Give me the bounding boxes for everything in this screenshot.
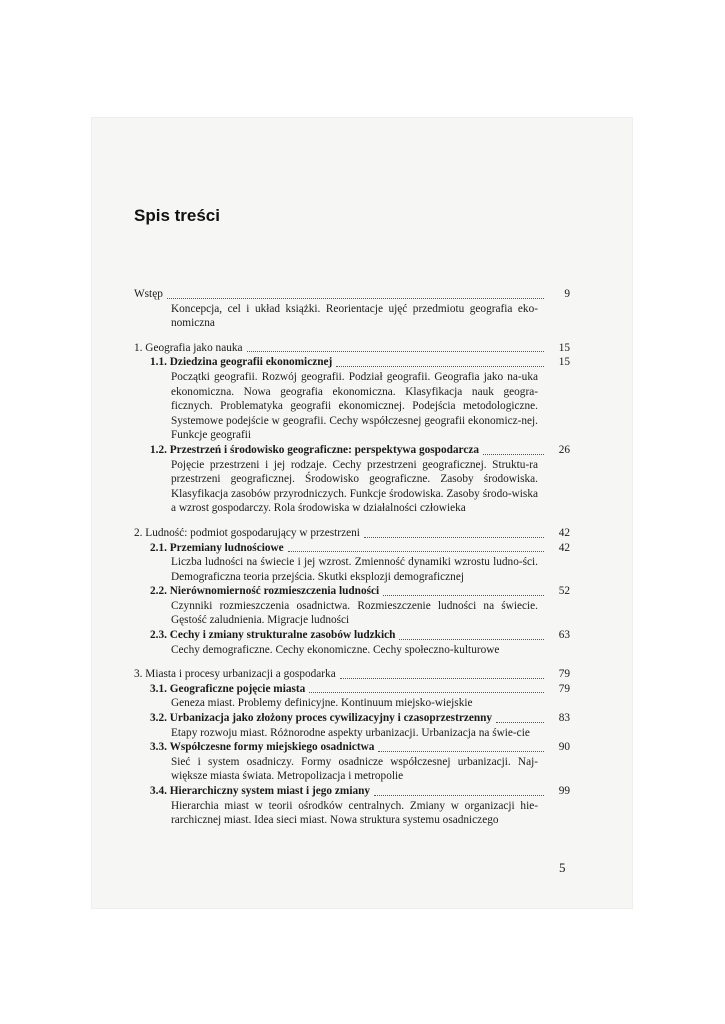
toc-chapter-3 (134, 667, 570, 682)
toc-entry-description: Liczba ludności na świecie i jej wzrost. Zmienność dynamiki wzrostu ludno-ści. Demograficzna teoria przejścia. Skutki eksplozji demograficznej (171, 556, 538, 583)
leader-dots (167, 297, 544, 299)
toc-entry-description: Cechy demograficzne. Cechy ekonomiczne. Cechy społeczno-kulturowe (171, 643, 500, 656)
leader-dots (340, 677, 544, 679)
toc-entry-description: Pojęcie przestrzeni i jej rodzaje. Cechy przestrzeni geograficznej. Struktu-ra przestrzeni geograficznej. Środowisko geograficzne. Zasoby środowiska. Klasyfikacja zasobów przyrodniczych. Funkcje środowiska. Zasoby środo-wiska a wzrost gospodarczy. Rola środowiska w działalności człowieka (171, 458, 538, 515)
toc-entry-label: 3.1. Geograficzne pojęcie miasta (150, 682, 306, 695)
toc-entry-description: Geneza miast. Problemy definicyjne. Kontinuum miejsko-wiejskie (171, 697, 473, 710)
leader-dots (399, 638, 544, 640)
toc-entry-description: Koncepcja, cel i układ książki. Reorientacje ujęć przedmiotu geografia eko-nomiczna (171, 302, 538, 330)
leader-dots (288, 550, 544, 552)
toc-entry-label: 3. Miasta i procesy urbanizacji a gospodarka (134, 668, 336, 681)
toc-entry-page: 15 (558, 356, 570, 369)
toc-entry-label: 2.1. Przemiany ludnościowe (150, 541, 284, 554)
leader-dots (309, 691, 544, 693)
table-of-contents (134, 287, 570, 828)
toc-entry-label: Wstęp (134, 288, 163, 300)
toc-section-1-1 (134, 355, 570, 370)
toc-entry-page: 79 (558, 668, 570, 681)
toc-entry-page: 52 (558, 585, 570, 598)
toc-section-3-2 (134, 711, 570, 726)
toc-entry-label: 2.2. Nierównomierność rozmieszczenia ludności (150, 585, 380, 598)
toc-entry-page: 42 (558, 541, 570, 554)
toc-section-2-1 (134, 541, 570, 556)
toc-entry-label: 1.2. Przestrzeń i środowisko geograficzne: perspektywa gospodarcza (150, 443, 480, 456)
toc-entry-page: 83 (558, 712, 570, 725)
toc-entry-page: 9 (564, 288, 570, 300)
toc-entry-page: 15 (558, 341, 570, 354)
toc-chapter-2 (134, 526, 570, 541)
toc-entry-page: 63 (558, 629, 570, 642)
leader-dots (247, 350, 544, 352)
toc-entry-label: 3.4. Hierarchiczny system miast i jego zmiany (150, 785, 371, 797)
leader-dots (383, 594, 544, 596)
leader-dots (364, 536, 544, 538)
toc-entry-description: Hierarchia miast w teorii ośrodków centralnych. Zmiany w organizacji hie-rarchicznej miast. Idea sieci miast. Nowa struktura systemu osadniczego (171, 799, 538, 827)
leader-dots (483, 453, 544, 455)
toc-entry-label: 1. Geografia jako nauka (134, 341, 243, 354)
toc-entry-page: 42 (558, 526, 570, 539)
page-title: Spis treści (134, 206, 220, 225)
toc-chapter-1 (134, 341, 570, 356)
toc-section-1-2 (134, 443, 570, 458)
leader-dots (374, 794, 544, 796)
toc-entry-label: 3.3. Współczesne formy miejskiego osadnictwa (150, 741, 375, 754)
leader-dots (336, 365, 544, 367)
toc-section-2-2 (134, 584, 570, 599)
toc-section-3-4 (134, 784, 570, 799)
toc-entry-intro (134, 287, 570, 302)
toc-section-2-3 (134, 628, 570, 643)
leader-dots (378, 750, 544, 752)
toc-entry-description: Początki geografii. Rozwój geografii. Podział geografii. Geografia jako na-uka ekonomiczna. Nowa geografia ekonomiczna. Klasyfikacja nauk geogra-ficznych. Problematyka geografii ekonomicznej. Podejścia metodologiczne. Systemowe podejście w geografii. Cechy współczesnej geografii ekonomicz-nej. Funkcje geografii (171, 370, 538, 442)
toc-entry-label: 3.2. Urbanizacja jako złożony proces cywilizacyjny i czasoprzestrzenny (150, 712, 493, 725)
toc-section-3-3 (134, 740, 570, 755)
toc-entry-label: 1.1. Dziedzina geografii ekonomicznej (150, 356, 333, 369)
toc-entry-page: 90 (558, 741, 570, 754)
toc-entry-page: 79 (558, 682, 570, 695)
toc-section-3-1 (134, 682, 570, 697)
leader-dots (496, 721, 544, 723)
toc-entry-description: Etapy rozwoju miast. Różnorodne aspekty urbanizacji. Urbanizacja na świe-cie (171, 726, 530, 739)
toc-entry-label: 2.3. Cechy i zmiany strukturalne zasobów ludzkich (150, 629, 396, 642)
page-number: 5 (559, 860, 566, 875)
toc-entry-description: Czynniki rozmieszczenia osadnictwa. Rozmieszczenie ludności na świecie. Gęstość zaludnienia. Migracje ludności (171, 599, 538, 627)
toc-entry-label: 2. Ludność: podmiot gospodarujący w przestrzeni (134, 526, 360, 539)
toc-entry-page: 26 (558, 443, 570, 456)
toc-entry-page: 99 (558, 785, 570, 797)
toc-entry-description: Sieć i system osadniczy. Formy osadnicze współczesnej urbanizacji. Naj-większe miasta świata. Metropolizacja i metropolie (171, 755, 538, 783)
